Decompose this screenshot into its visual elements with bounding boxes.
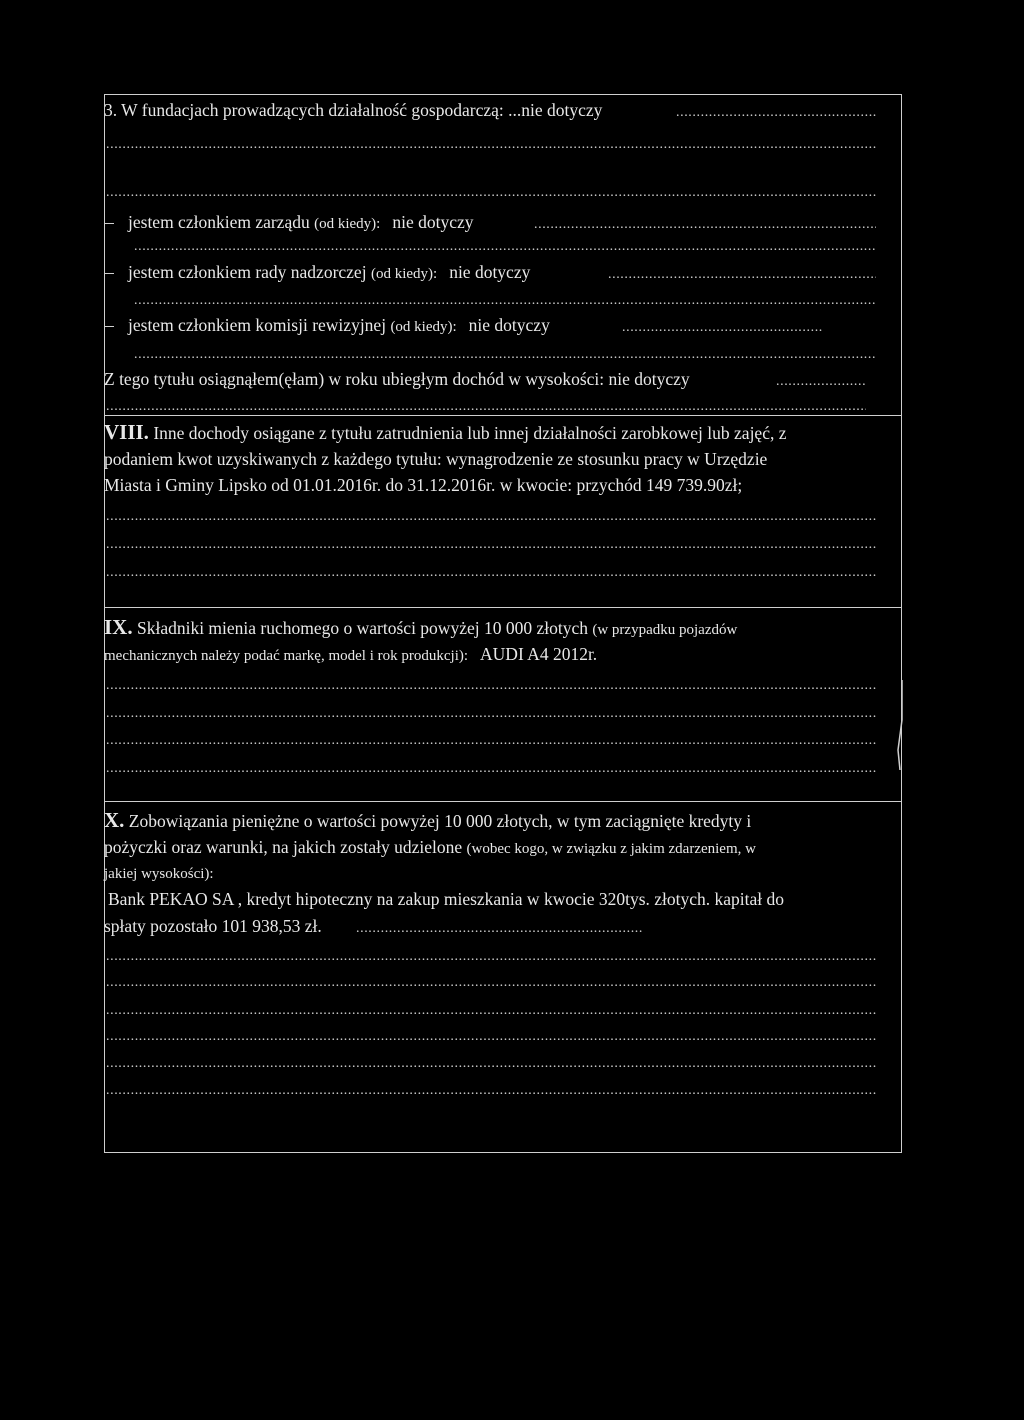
- sec3-item-supervisory: jestem członkiem rady nadzorczej (od kiedy): nie dotyczy: [128, 262, 531, 282]
- sec9-line1: IX. Składniki mienia ruchomego o wartości powyżej 10 000 złotych (w przypadku pojazdów: [104, 615, 738, 639]
- sec3-item-board: jestem członkiem zarządu (od kiedy): nie dotyczy: [128, 212, 474, 232]
- sec8-line1: VIII. Inne dochody osiągane z tytułu zatrudnienia lub innej działalności zarobkowej lub zajęć, z: [104, 420, 787, 444]
- list-dash: [104, 273, 114, 274]
- sec8-line3: Miasta i Gminy Lipsko od 01.01.2016r. do 31.12.2016r. w kwocie: przychód 149 739.90zł;: [104, 475, 743, 495]
- sec10-line4: Bank PEKAO SA , kredyt hipoteczny na zakup mieszkania w kwocie 320tys. złotych. kapitał do: [108, 889, 785, 909]
- sec10-line3: jakiej wysokości):: [104, 866, 214, 882]
- border-scan-artifact: [896, 680, 904, 770]
- dotted-line: [106, 734, 876, 748]
- dotted-line: [134, 294, 876, 308]
- section-divider: [104, 415, 902, 416]
- dotted-line: [134, 348, 876, 362]
- sec9-line2: mechanicznych należy podać markę, model i rok produkcji): AUDI A4 2012r.: [104, 644, 598, 664]
- dotted-line: [106, 679, 876, 693]
- sec8-line2: podaniem kwot uzyskiwanych z każdego tytułu: wynagrodzenie ze stosunku pracy w Urzędzie: [104, 449, 768, 469]
- section-divider: [104, 607, 902, 608]
- sec10-line2: pożyczki oraz warunki, na jakich zostały udzielone (wobec kogo, w związku z jakim zdarzeniem, w: [104, 837, 756, 857]
- dotted-line: [106, 510, 876, 524]
- dotted-line: [106, 566, 876, 580]
- dotted-line: [106, 400, 866, 414]
- sec3-item-audit: jestem członkiem komisji rewizyjnej (od kiedy): nie dotyczy: [128, 315, 550, 335]
- dotted-fill: [622, 321, 822, 335]
- dotted-fill: [608, 268, 876, 282]
- section-divider: [104, 801, 902, 802]
- sec10-line5: spłaty pozostało 101 938,53 zł.: [104, 916, 322, 936]
- dotted-fill: [776, 375, 866, 389]
- dotted-line: [106, 1057, 876, 1071]
- dotted-line: [106, 538, 876, 552]
- dotted-line: [106, 1084, 876, 1098]
- dotted-line: [106, 762, 876, 776]
- dotted-fill: [356, 922, 642, 936]
- dotted-line: [106, 950, 876, 964]
- sec3-income: Z tego tytułu osiągnąłem(ęłam) w roku ubiegłym dochód w wysokości: nie dotyczy: [104, 369, 690, 389]
- dotted-line: [106, 1030, 876, 1044]
- sec3-title: 3. W fundacjach prowadzących działalność gospodarczą: ...nie dotyczy: [104, 100, 603, 120]
- dotted-line: [134, 240, 876, 254]
- dotted-fill: [534, 218, 876, 232]
- dotted-line: [106, 976, 876, 990]
- list-dash: [104, 223, 114, 224]
- dotted-line: [106, 1004, 876, 1018]
- sec10-line1: X. Zobowiązania pieniężne o wartości powyżej 10 000 złotych, w tym zaciągnięte kredyty i: [104, 808, 752, 832]
- dotted-line: [106, 707, 876, 721]
- dotted-line: [106, 138, 876, 152]
- list-dash: [104, 326, 114, 327]
- dotted-fill: [676, 106, 876, 120]
- dotted-line: [106, 186, 876, 200]
